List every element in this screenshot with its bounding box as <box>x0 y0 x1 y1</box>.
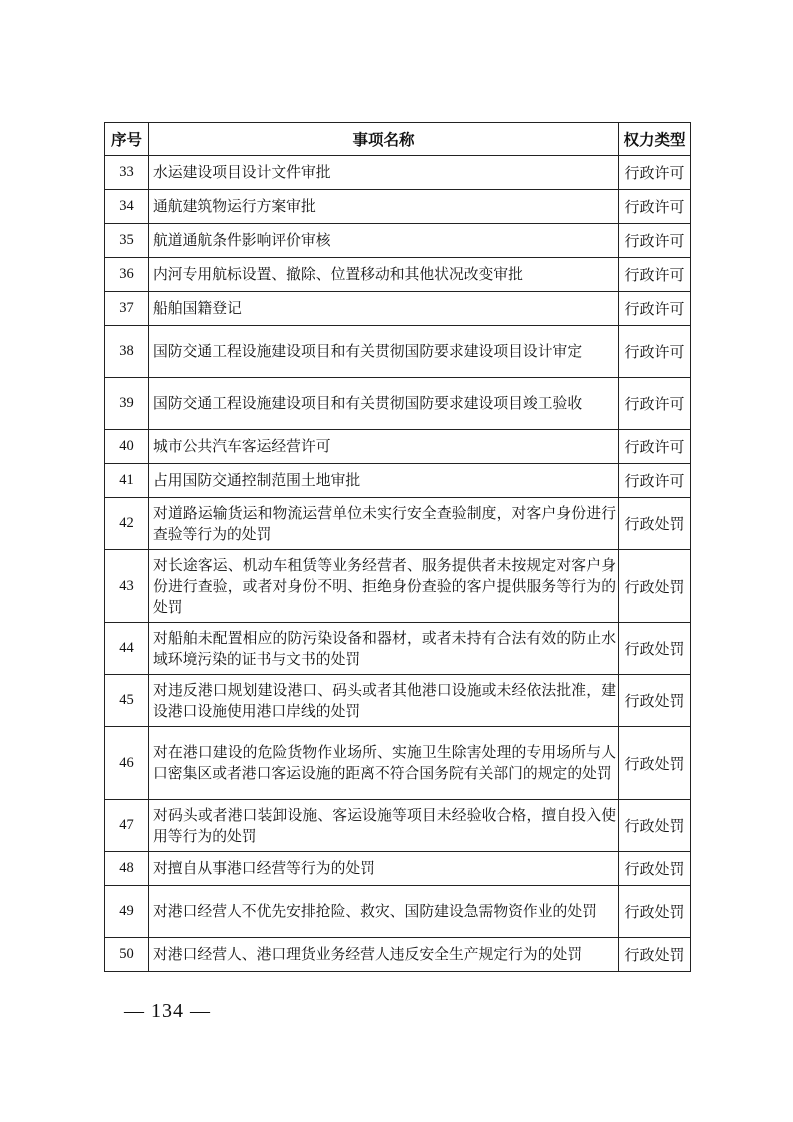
table-row <box>105 464 691 498</box>
row-name: 占用国防交通控制范围土地审批 <box>149 464 619 498</box>
row-name: 对擅自从事港口经营等行为的处罚 <box>149 852 619 886</box>
row-seq: 35 <box>105 224 149 258</box>
row-type: 行政许可 <box>619 378 691 430</box>
row-seq: 34 <box>105 190 149 224</box>
table-row <box>105 550 691 623</box>
page-number: — 134 — <box>124 1000 211 1022</box>
header-type: 权力类型 <box>619 123 691 156</box>
power-list-table <box>104 122 691 972</box>
table-row <box>105 292 691 326</box>
row-type: 行政许可 <box>619 292 691 326</box>
row-seq: 43 <box>105 550 149 623</box>
table-row <box>105 623 691 675</box>
row-name: 通航建筑物运行方案审批 <box>149 190 619 224</box>
row-seq: 39 <box>105 378 149 430</box>
row-type: 行政处罚 <box>619 938 691 972</box>
table-row <box>105 326 691 378</box>
table-row <box>105 886 691 938</box>
row-type: 行政许可 <box>619 258 691 292</box>
row-seq: 33 <box>105 156 149 190</box>
table-row <box>105 224 691 258</box>
row-seq: 41 <box>105 464 149 498</box>
table-row <box>105 156 691 190</box>
row-seq: 40 <box>105 430 149 464</box>
row-name: 船舶国籍登记 <box>149 292 619 326</box>
header-name: 事项名称 <box>149 123 619 156</box>
row-seq: 47 <box>105 800 149 852</box>
row-type: 行政许可 <box>619 224 691 258</box>
row-seq: 42 <box>105 498 149 550</box>
row-type: 行政处罚 <box>619 852 691 886</box>
row-seq: 48 <box>105 852 149 886</box>
table-row <box>105 938 691 972</box>
table-row <box>105 800 691 852</box>
row-name: 对违反港口规划建设港口、码头或者其他港口设施或未经依法批准，建设港口设施使用港口岸线的处罚 <box>149 675 619 727</box>
row-type: 行政许可 <box>619 156 691 190</box>
row-name: 对长途客运、机动车租赁等业务经营者、服务提供者未按规定对客户身份进行查验，或者对身份不明、拒绝身份查验的客户提供服务等行为的处罚 <box>149 550 619 623</box>
table-row <box>105 378 691 430</box>
row-type: 行政处罚 <box>619 498 691 550</box>
row-name: 对码头或者港口装卸设施、客运设施等项目未经验收合格，擅自投入使用等行为的处罚 <box>149 800 619 852</box>
table-header-row <box>105 123 691 156</box>
row-name: 航道通航条件影响评价审核 <box>149 224 619 258</box>
row-type: 行政许可 <box>619 326 691 378</box>
row-type: 行政许可 <box>619 190 691 224</box>
row-seq: 46 <box>105 727 149 800</box>
row-type: 行政处罚 <box>619 727 691 800</box>
table-row <box>105 258 691 292</box>
table-row <box>105 852 691 886</box>
row-type: 行政处罚 <box>619 886 691 938</box>
row-type: 行政许可 <box>619 464 691 498</box>
row-seq: 49 <box>105 886 149 938</box>
header-seq: 序号 <box>105 123 149 156</box>
table-row <box>105 727 691 800</box>
row-seq: 36 <box>105 258 149 292</box>
row-name: 对港口经营人、港口理货业务经营人违反安全生产规定行为的处罚 <box>149 938 619 972</box>
row-name: 国防交通工程设施建设项目和有关贯彻国防要求建设项目竣工验收 <box>149 378 619 430</box>
row-type: 行政处罚 <box>619 623 691 675</box>
row-seq: 37 <box>105 292 149 326</box>
row-seq: 45 <box>105 675 149 727</box>
row-name: 对船舶未配置相应的防污染设备和器材，或者未持有合法有效的防止水域环境污染的证书与文书的处罚 <box>149 623 619 675</box>
row-seq: 38 <box>105 326 149 378</box>
row-name: 水运建设项目设计文件审批 <box>149 156 619 190</box>
row-type: 行政许可 <box>619 430 691 464</box>
row-name: 国防交通工程设施建设项目和有关贯彻国防要求建设项目设计审定 <box>149 326 619 378</box>
row-name: 对道路运输货运和物流运营单位未实行安全查验制度，对客户身份进行查验等行为的处罚 <box>149 498 619 550</box>
row-name: 对港口经营人不优先安排抢险、救灾、国防建设急需物资作业的处罚 <box>149 886 619 938</box>
row-type: 行政处罚 <box>619 675 691 727</box>
row-type: 行政处罚 <box>619 550 691 623</box>
table-row <box>105 675 691 727</box>
row-name: 内河专用航标设置、撤除、位置移动和其他状况改变审批 <box>149 258 619 292</box>
row-seq: 44 <box>105 623 149 675</box>
table-row <box>105 498 691 550</box>
row-type: 行政处罚 <box>619 800 691 852</box>
table-row <box>105 190 691 224</box>
row-seq: 50 <box>105 938 149 972</box>
row-name: 对在港口建设的危险货物作业场所、实施卫生除害处理的专用场所与人口密集区或者港口客运设施的距离不符合国务院有关部门的规定的处罚 <box>149 727 619 800</box>
table-row <box>105 430 691 464</box>
row-name: 城市公共汽车客运经营许可 <box>149 430 619 464</box>
